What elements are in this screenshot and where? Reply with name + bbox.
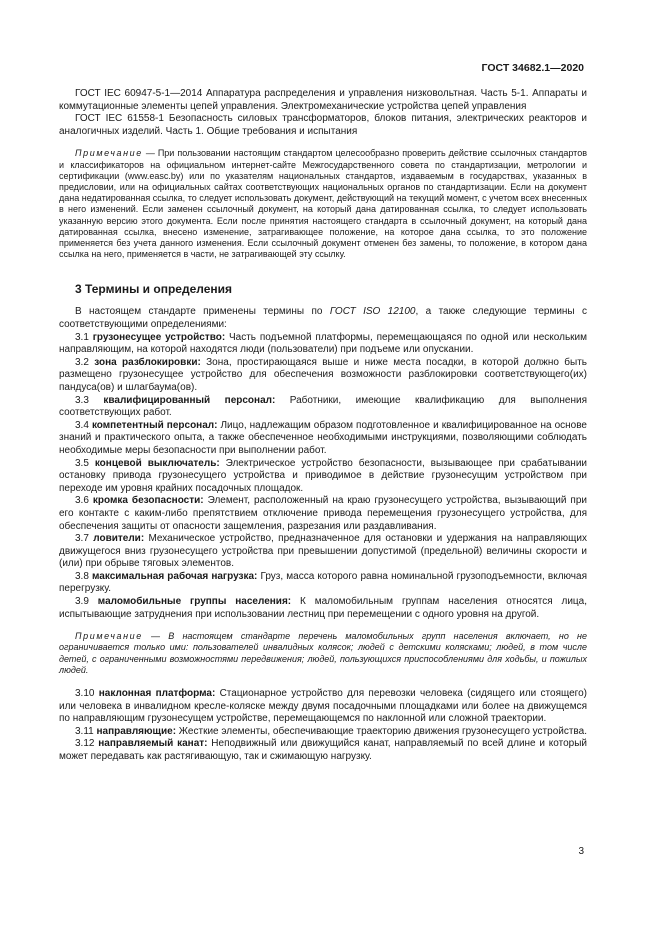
note-paragraph [59,148,587,260]
term-text: Стационарное устройство для перевозки человека (сидящего или стоящего) или человека в инвалидном кресле-коляске между двумя посадочными площадками или более на движущемся по направляющим грузонесущем устройстве, перемещающемся по наклонной или сложной траектории. [59,688,587,725]
section-intro [59,306,587,331]
terms-list-continued [59,688,587,764]
term-number: 3.3 [75,394,104,406]
note-label: Примечание [75,148,143,159]
term-number: 3.10 [75,688,99,700]
term-definition [59,332,587,357]
reference-item: ГОСТ IEC 61558-1 Безопасность силовых трансформаторов, блоков питания, электрических реакторов и аналогичных изделий. Часть 1. Общие требования и испытания [59,113,587,137]
term-name: направляемый канат: [98,738,208,750]
term-definition [59,420,587,458]
term-name: направляющие: [96,725,177,737]
term-number: 3.9 [75,596,98,608]
term-text: Механическое устройство, предназначенное для остановки и удержания на направляющих движущегося вниз грузонесущего устройства при превышении допустимой (предельной) величины скорости и (или) при обрыве тяговых элементов. [59,533,587,570]
term-name: квалифицированный персонал: [103,394,276,406]
term-text: Электрическое устройство безопасности, вызывающее при срабатывании остановку привода грузонесущего устройства и приводимое в действие грузонесущим устройством при переходе им уровня крайних посадочных площадок. [59,457,587,494]
reference-item: ГОСТ IEC 60947-5-1—2014 Аппаратура распределения и управления низковольтная. Часть 5-1. Аппараты и коммутационные элементы цепей управления. Электромеханические устройства цепей управления [59,88,587,112]
term-name: кромка безопасности: [92,495,204,507]
term-name: ловители: [93,533,145,545]
term-name: наклонная платформа: [98,688,216,700]
term-number: 3.11 [75,725,97,737]
term-definition [59,495,587,533]
term-definition [59,533,587,571]
term-definition [59,458,587,496]
term-text: Неподвижный или движущийся канат, направляемый по всей длине и который может передавать как растягивающую, так и сжимающую нагрузку. [59,738,587,763]
term-text: К маломобильным группам населения относятся лица, испытывающие затруднения при использовании лестниц при перемещении с одного уровня на другой. [59,596,587,620]
term-definition [59,688,587,726]
terms-list [59,332,587,622]
standard-code-header: ГОСТ 34682.1—2020 [481,62,584,74]
term-number: 3.12 [75,738,99,750]
term-name: грузонесущее устройство: [92,331,226,343]
term-definition [59,726,587,739]
term-definition [59,596,587,621]
section-heading: 3 Термины и определения [75,282,233,297]
term-text: Элемент, расположенный на краю грузонесущего устройства, вызывающий при его контакте с каким-либо препятствием отключение привода перемещения грузонесущего устройства, для обеспечения защиты от опасности защемления, разрезания или раздавливания. [59,495,587,532]
term-text: Часть подъемной платформы, перемещающаяся по одной или нескольким направляющим, на которой находятся люди (пользователи) при подъеме или опускании. [59,331,587,356]
term-name: компетентный персонал: [91,419,218,431]
term-text: Зона, простирающаяся выше и ниже места посадки, в которой должно быть размещено грузонесущее устройство для обеспечения возможности разблокировки соответствующего(их) пандуса(ов) и шлагбаума(ов). [59,356,587,393]
term-definition [59,395,587,420]
term-number: 3.4 [75,419,92,431]
term-name: концевой выключатель: [94,457,220,469]
term-text: Лицо, надлежащим образом подготовленное и квалифицированное на основе знаний и практического опыта, а также обеспеченное необходимыми инструкциями, позволяющими соблюдать необходимые меры безопасности при выполнении работ. [59,419,587,456]
term-name: максимальная рабочая нагрузка: [92,570,258,582]
term-number: 3.7 [75,533,94,545]
note-label: Примечание [75,631,143,642]
term-definition [59,738,587,763]
term-number: 3.2 [75,356,95,368]
term-text: Груз, масса которого равна номинальной грузоподъемности, включая перегрузку. [59,570,587,595]
term-text: Работники, имеющие квалификацию для выполнения соответствующих работ. [59,394,587,419]
term-number: 3.5 [75,457,95,469]
term-number: 3.1 [75,331,93,343]
note-paragraph-2 [59,631,587,676]
term-definition [59,357,587,395]
term-definition [59,571,587,596]
page-number: 3 [578,846,584,857]
note-text: — В настоящем стандарте перечень маломобильных групп населения включает, но не ограничивается только ими: пользователей инвалидных колясок; людей с детскими колясками; людей, в том числе детей, с ограниченными возможностями передвижения; людей, пользующихся приспособлениями для ходьбы, и пожилых людей. [59,631,587,675]
document-body [59,88,587,764]
term-number: 3.6 [75,495,93,507]
note-text: — При пользовании настоящим стандартом целесообразно проверить действие ссылочных стандартов и классификаторов на официальном интернет-сайте Межгосударственного совета по стандартизации, метрологии и сертификации (www.easc.by) или по указателям национальных стандартов, издаваемым в государствах, указанных в предисловии, или на официальных сайтах соответствующих национальных органов по стандартизации. Если на документ дана недатированная ссылка, то следует использовать документ, действующий на текущий момент, с учетом всех внесенных в него изменений. Если заменен ссылочный документ, на который дана датированная ссылка, то следует использовать указанную версию этого документа. Если после принятия настоящего стандарта в ссылочный документ, на который дана датированная ссылка, внесено изменение, затрагивающее положение, на которое дана ссылка, то это положение применяется без учета данного изменения. Если ссылочный документ отменен без замены, то положение, в котором дана ссылка на него, применяется в части, не затрагивающей эту ссылку. [59,148,587,260]
term-name: маломобильные группы населения: [97,596,292,608]
term-number: 3.8 [75,570,93,582]
term-text: Жесткие элементы, обеспечивающие траекторию движения грузонесущего устройства. [176,725,587,737]
intro-text: В настоящем стандарте применены термины по [75,306,330,318]
intro-text-end: , а также следующие термины с соответствующими определениями: [59,306,587,330]
intro-reference: ГОСТ ISO 12100 [329,306,416,318]
term-name: зона разблокировки: [94,356,201,368]
